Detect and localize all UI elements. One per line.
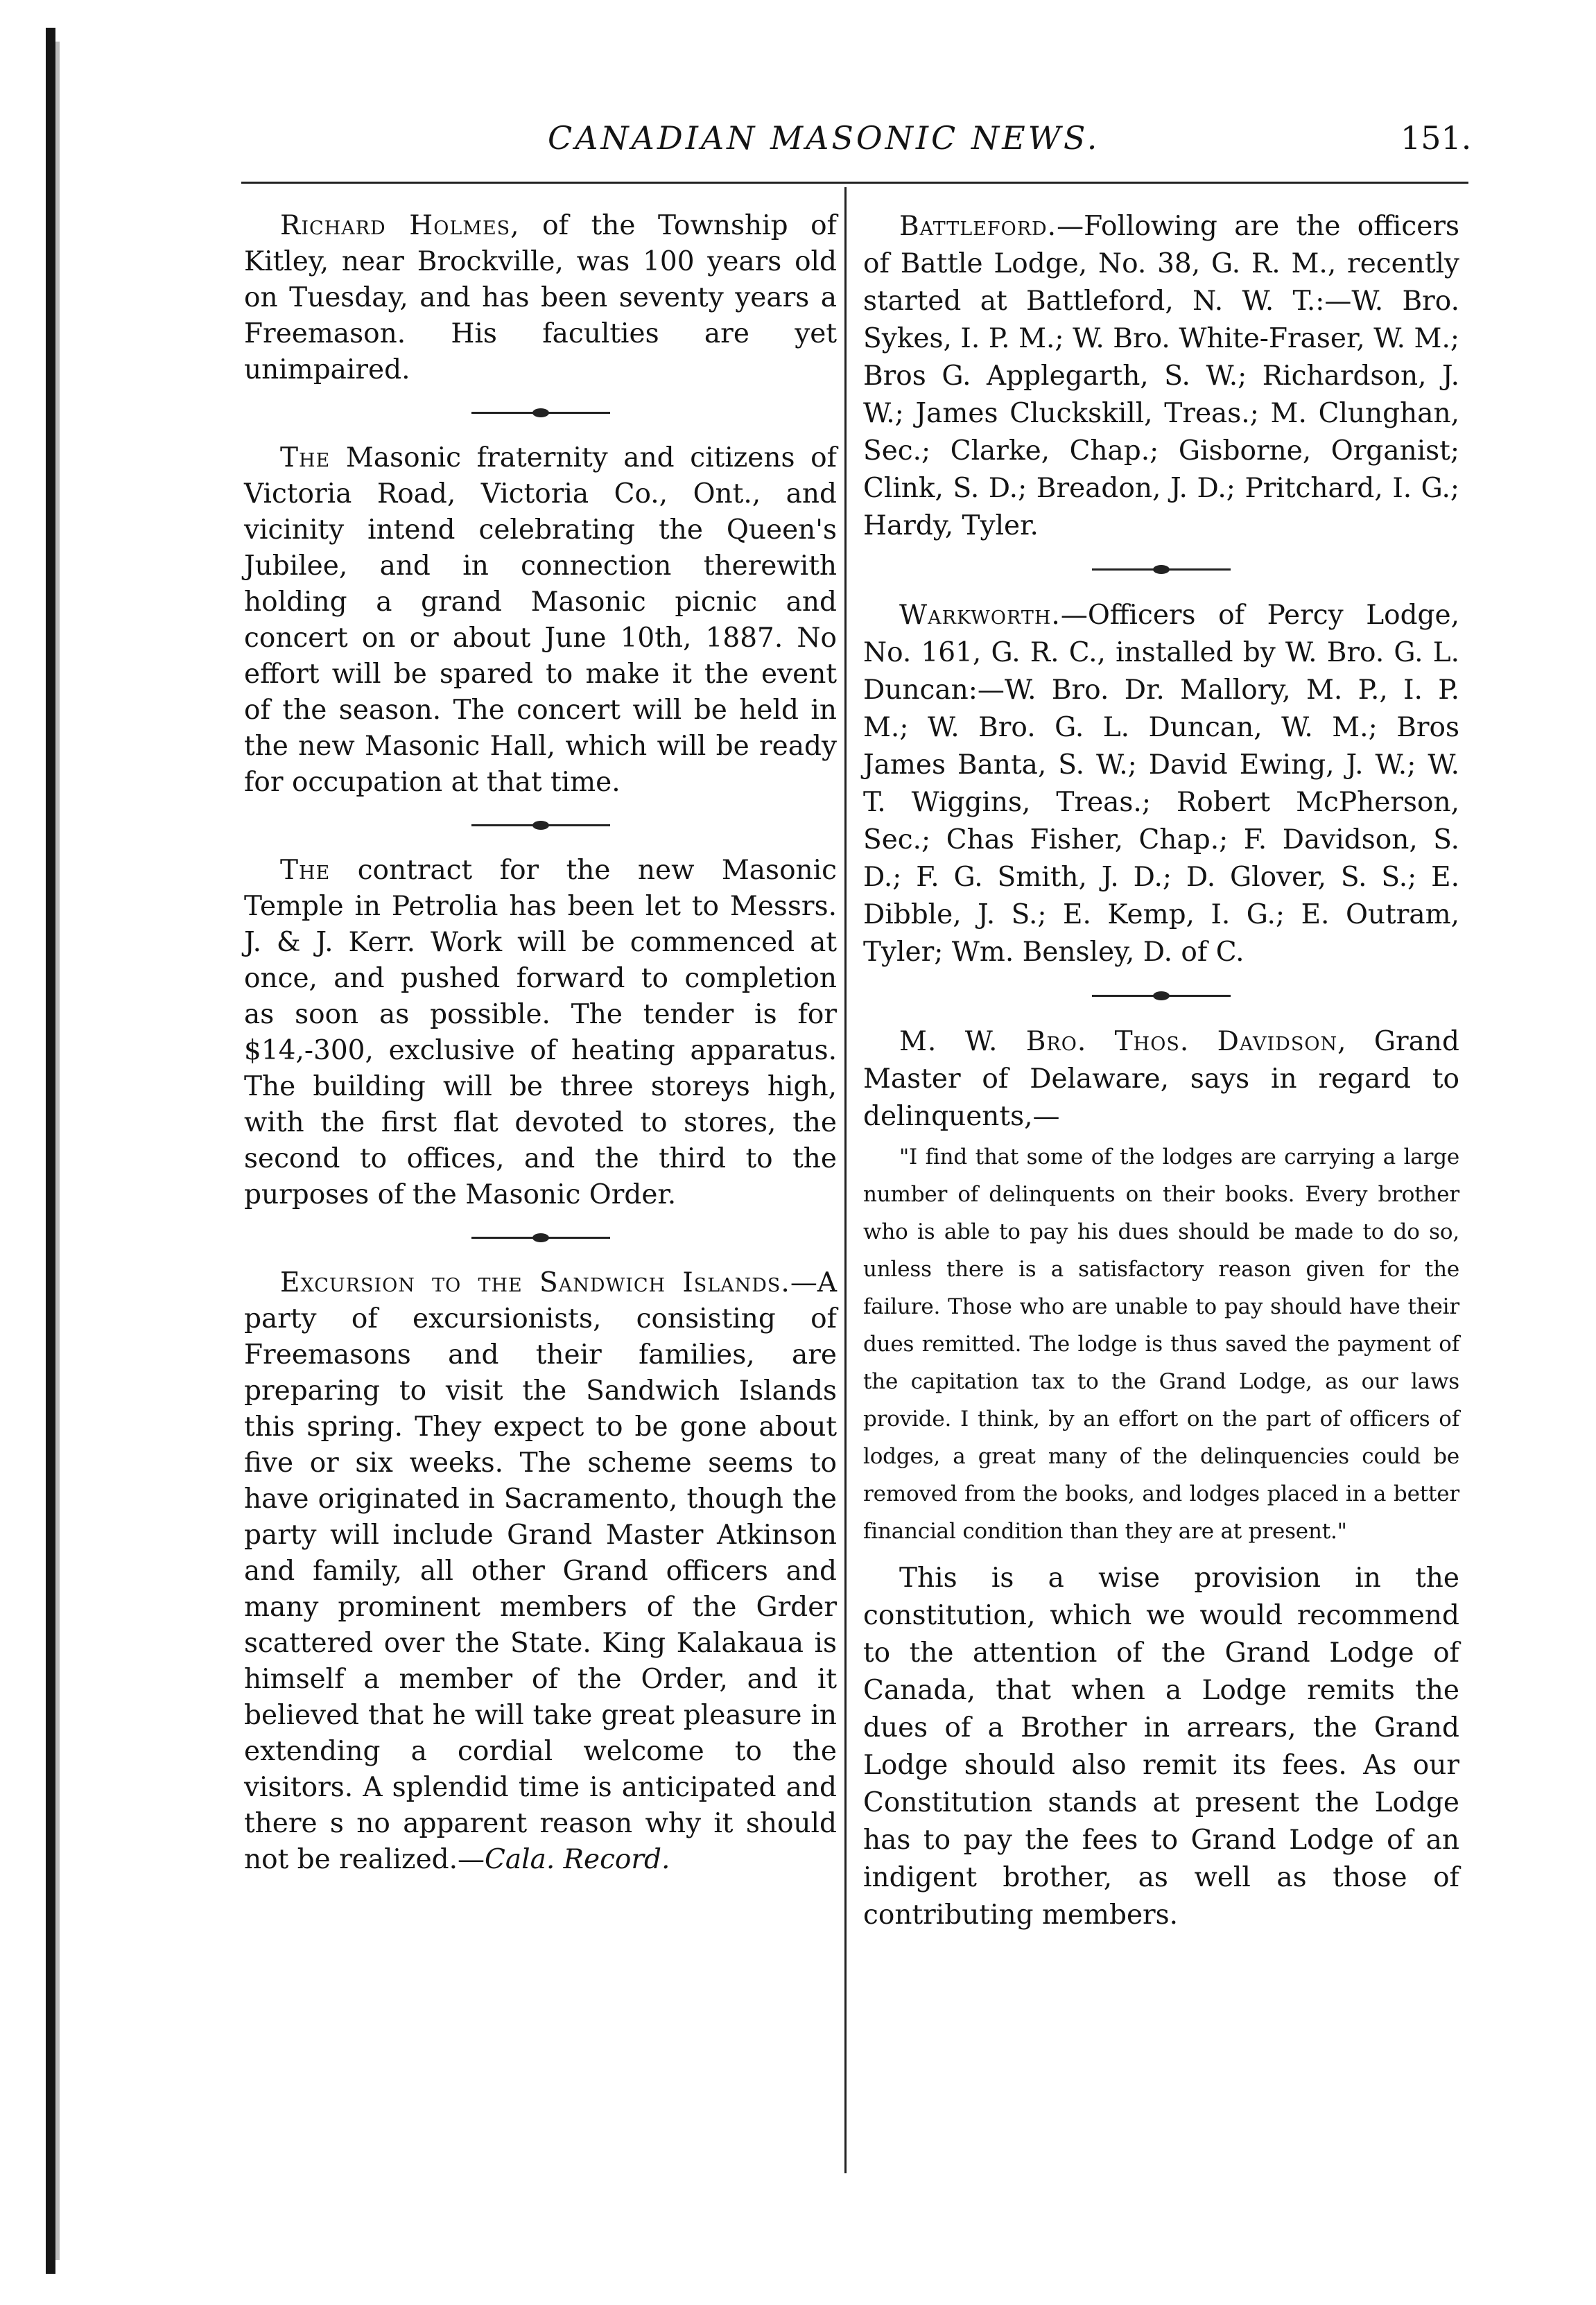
block-quote	[863, 1138, 1459, 1550]
column-divider	[844, 187, 847, 2173]
item-lead: M. W. Bro. Thos. Davidson,	[899, 1026, 1347, 1057]
item-lead: Excursion to the Sandwich Islands.	[280, 1267, 790, 1298]
item-petrolia-temple	[244, 853, 837, 1213]
item-paragraph	[863, 1023, 1459, 1136]
item-body: Grand Master of Delaware, says in regard to delinquents,—	[863, 1026, 1459, 1132]
right-column	[863, 208, 1459, 1934]
item-body: —A party of excursionists, consisting of Freemasons and their families, are preparing to visit the Sandwich Islands this spring. They expect to be gone about five or six weeks. The scheme seems to have originated in Sacramento, though the party will include Grand Master Atkinson and family, all other Grand officers and many prominent members of the Grder scattered over the State. King Kalakaua is himself a member of the Order, and it believed that he will take great pleasure in extending a cordial welcome to the visitors. A splendid time is anticipated and there s no apparent reason why it should not be realized.—	[244, 1267, 837, 1875]
item-lead: Warkworth.	[899, 600, 1061, 631]
item-battleford	[863, 208, 1459, 545]
separator-ornament	[1092, 568, 1231, 571]
item-paragraph	[244, 853, 837, 1213]
item-paragraph	[863, 597, 1459, 971]
page-header	[0, 119, 1596, 175]
separator-ornament	[471, 412, 610, 414]
item-body: Masonic fraternity and citizens of Victoria Road, Victoria Co., Ont., and vicinity intend celebrating the Queen's Jubilee, and in connection therewith holding a grand Masonic picnic and concert on or about June 10th, 1887. No effort will be spared to make it the event of the season. The concert will be held in the new Masonic Hall, which will be ready for occupation at that time.	[244, 442, 837, 798]
item-body: —Officers of Percy Lodge, No. 161, G. R. C., installed by W. Bro. G. L. Duncan:—W. Bro. Dr. Mallory, M. P., I. P. M.; W. Bro. G. L. Duncan, W. M.; Bros James Banta, S. W.; David Ewing, J. W.; W. T. Wiggins, Treas.; Robert McPherson, Sec.; Chas Fisher, Chap.; F. Davidson, S. D.; F. G. Smith, J. D.; D. Glover, S. S.; E. Dibble, J. S.; E. Kemp, I. G.; E. Outram, Tyler; Wm. Bensley, D. of C.	[863, 600, 1459, 968]
header-rule	[241, 182, 1468, 184]
left-column	[244, 208, 837, 1878]
separator-ornament	[471, 1237, 610, 1239]
item-richard-holmes	[244, 208, 837, 388]
item-lead: The	[280, 442, 331, 473]
closing-paragraph: This is a wise provision in the constitution, which we would recommend to the attention of the Grand Lodge of Canada, that when a Lodge remits the dues of a Brother in arrears, the Grand Lodge should also remit its fees. As our Constitution stands at present the Lodge has to pay the fees to Grand Lodge of an indigent brother, as well as those of contributing members.	[863, 1563, 1459, 1931]
quote-text: "I find that some of the lodges are carrying a large number of delinquents on their books. Every brother who is able to pay his dues should be made to do so, unless there is a satisfactory reason given for the failure. Those who are unable to pay should have their dues remitted. The lodge is thus saved the payment of the capitation tax to the Grand Lodge, as our laws provide. I think, by an effort on the part of officers of lodges, a great many of the delinquencies could be removed from the books, and lodges placed in a better financial condition than they are at present."	[863, 1145, 1459, 1544]
item-citation: Cala. Record.	[485, 1844, 670, 1875]
item-lead: Richard Holmes,	[280, 210, 520, 241]
running-title: CANADIAN MASONIC NEWS.	[548, 119, 1100, 157]
item-victoria-road-jubilee	[244, 440, 837, 801]
page-number: 151.	[1400, 119, 1472, 157]
separator-ornament	[471, 824, 610, 826]
item-lead: Battleford.	[899, 211, 1057, 242]
item-body: of the Township of Kitley, near Brockville, was 100 years old on Tuesday, and has been seventy years a Freemason. His faculties are yet unimpaired.	[244, 210, 837, 385]
item-delaware-delinquents	[863, 1023, 1459, 1934]
item-paragraph	[244, 208, 837, 388]
item-sandwich-islands	[244, 1265, 837, 1878]
item-paragraph	[244, 1265, 837, 1878]
item-body: —Following are the officers of Battle Lodge, No. 38, G. R. M., recently started at Battleford, N. W. T.:—W. Bro. Sykes, I. P. M.; W. Bro. White-Fraser, W. M.; Bros G. Applegarth, S. W.; Richardson, J. W.; James Cluckskill, Treas.; M. Clunghan, Sec.; Clarke, Chap.; Gisborne, Organist; Clink, S. D.; Breadon, J. D.; Pritchard, I. G.; Hardy, Tyler.	[863, 211, 1459, 541]
separator-ornament	[1092, 995, 1231, 997]
item-warkworth	[863, 597, 1459, 971]
item-body: contract for the new Masonic Temple in Petrolia has been let to Messrs. J. & J. Kerr. Work will be commenced at once, and pushed forward to completion as soon as possible. The tender is for $14,-300, exclusive of heating apparatus. The building will be three storeys high, with the first flat devoted to stores, the second to offices, and the third to the purposes of the Masonic Order.	[244, 855, 837, 1210]
page-binding-edge	[46, 28, 55, 2274]
item-lead: The	[280, 855, 331, 886]
item-paragraph	[863, 208, 1459, 545]
item-paragraph	[244, 440, 837, 801]
page-binding-shadow	[55, 42, 60, 2260]
